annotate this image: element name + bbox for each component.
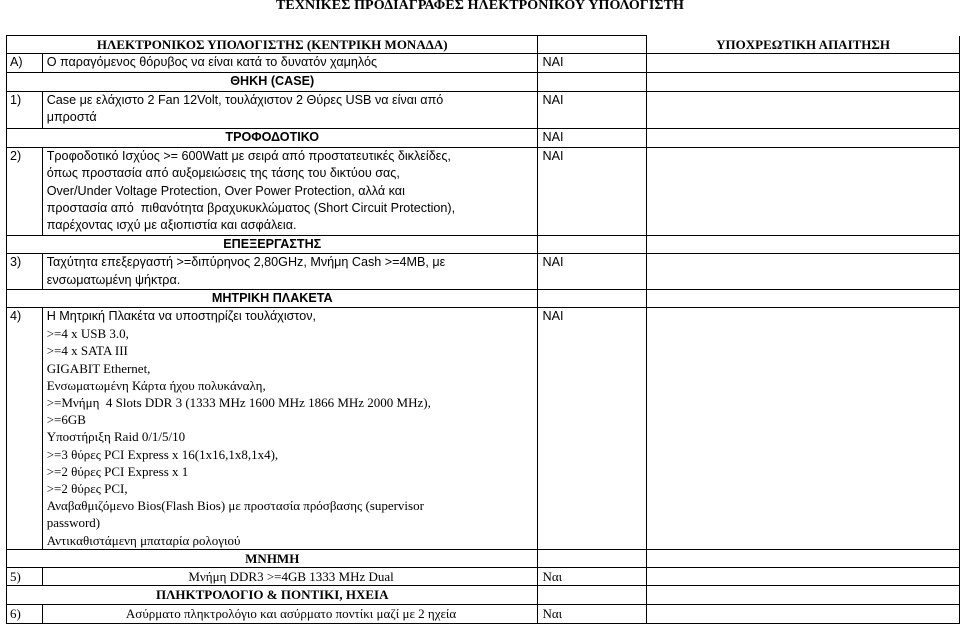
section-row xyxy=(7,586,960,604)
row-text: Ο παραγόμενος θόρυβος να είναι κατά το δυνατόν χαμηλός xyxy=(42,54,538,73)
row-line: Υποστήριξη Raid 0/1/5/10 xyxy=(46,429,186,445)
blank-cell xyxy=(647,289,960,307)
row-line: >=2 θύρες PCI Express x 1 xyxy=(46,463,189,479)
row-line: >=Μνήμη 4 Slots DDR 3 (1333 MHz 1600 MHz 1866 MHz 2000 MHz), xyxy=(46,395,431,411)
row-line: >=6GB xyxy=(46,412,86,428)
row-requirement: ΝΑΙ xyxy=(538,148,647,236)
row-line: Case με ελάχιστο 2 Fan 12Volt, τουλάχιστον 2 Θύρες USB να είναι από xyxy=(46,93,444,108)
row-text: Μνήμη DDR3 >=4GB 1333 MHz Dual xyxy=(42,568,538,586)
row-line: >=4 x USB 3.0, xyxy=(46,326,129,342)
section-psu: ΤΡΟΦΟΔΟΤΙΚΟ xyxy=(7,129,538,148)
row-line: όπως προστασία από αυξομειώσεις της τάσης του δικτύου σας, xyxy=(46,166,400,181)
table-row xyxy=(7,148,960,236)
table-row xyxy=(7,92,960,129)
empty-cell xyxy=(538,586,647,604)
blank-cell xyxy=(647,308,960,550)
section-requirement: ΝΑΙ xyxy=(538,129,647,148)
blank-cell xyxy=(647,586,960,604)
row-number: Α) xyxy=(7,54,43,73)
blank-cell xyxy=(647,254,960,289)
row-line: Αντικαθιστάμενη μπαταρία ρολογιού xyxy=(46,532,241,548)
row-requirement: Ναι xyxy=(538,568,647,586)
row-line: ενσωματωμένη ψήκτρα. xyxy=(46,272,181,287)
row-line: GIGABIT Ethernet, xyxy=(46,360,151,376)
row-text xyxy=(42,148,538,236)
blank-cell xyxy=(647,148,960,236)
header-main: ΗΛΕΚΤΡΟΝΙΚΟΣ ΥΠΟΛΟΓΙΣΤΗΣ (ΚΕΝΤΡΙΚΗ ΜΟΝΑΔΑ) xyxy=(7,36,538,54)
section-row xyxy=(7,129,960,148)
row-requirement: ΝΑΙ xyxy=(538,254,647,289)
empty-cell xyxy=(538,236,647,254)
section-case: ΘΗΚΗ (CASE) xyxy=(7,73,538,92)
section-row xyxy=(7,236,960,254)
empty-cell xyxy=(538,73,647,92)
header-requirement: ΥΠΟΧΡΕΩΤΙΚΗ ΑΠΑΙΤΗΣΗ xyxy=(647,36,960,54)
row-line: >=3 θύρες PCI Express x 16(1x16,1x8,1x4), xyxy=(46,446,279,462)
row-requirement: ΝΑΙ xyxy=(538,54,647,73)
section-motherboard: ΜΗΤΡΙΚΗ ΠΛΑΚΕΤΑ xyxy=(7,289,538,307)
table-row xyxy=(7,54,960,73)
row-requirement: ΝΑΙ xyxy=(538,92,647,129)
blank-cell xyxy=(647,129,960,148)
table-row xyxy=(7,308,960,550)
spec-table xyxy=(6,35,960,624)
row-text: Ασύρματο πληκτρολόγιο και ασύρματο ποντίκι μαζί με 2 ηχεία xyxy=(42,604,538,623)
section-row xyxy=(7,550,960,568)
section-cpu: ΕΠΕΞΕΡΓΑΣΤΗΣ xyxy=(7,236,538,254)
empty-cell xyxy=(538,289,647,307)
row-line: >=4 x SATA III xyxy=(46,343,128,359)
document-title: ΤΕΧΝΙΚΕΣ ΠΡΟΔΙΑΓΡΑΦΕΣ ΗΛΕΚΤΡΟΝΙΚΟΥ ΥΠΟΛΟΓΙΣΤΗ xyxy=(275,0,685,13)
row-line: Ταχύτητα επεξεργαστή >=διπύρηνος 2,80GHz, Μνήμη Cash >=4MB, με xyxy=(46,255,446,270)
row-number: 2) xyxy=(7,148,43,236)
empty-cell xyxy=(538,550,647,568)
section-row xyxy=(7,73,960,92)
row-line: παρέχοντας ισχύ με αξιοπιστία και ασφάλεια. xyxy=(46,218,297,233)
row-line: προστασία από πιθανότητα βραχυκυκλώματος (Short Circuit Protection), xyxy=(46,200,456,215)
row-text xyxy=(42,254,538,289)
blank-cell xyxy=(647,568,960,586)
row-line: password) xyxy=(46,515,101,531)
row-number: 1) xyxy=(7,92,43,129)
table-header-row xyxy=(7,36,960,54)
blank-cell xyxy=(647,604,960,623)
row-line: Over/Under Voltage Protection, Over Power Protection, αλλά και xyxy=(46,183,405,198)
section-memory: ΜΝΗΜΗ xyxy=(7,550,538,568)
row-line: >=2 θύρες PCI, xyxy=(46,481,128,497)
blank-cell xyxy=(647,73,960,92)
blank-cell xyxy=(647,54,960,73)
blank-cell xyxy=(647,92,960,129)
row-line: Η Μητρική Πλακέτα να υποστηρίζει τουλάχιστον, xyxy=(46,309,317,324)
row-line: Τροφοδοτικό Ισχύος >= 600Watt με σειρά από προστατευτικές δικλείδες, xyxy=(46,149,451,164)
table-row xyxy=(7,568,960,586)
row-line: Ενσωματωμένη Κάρτα ήχου πολυκάναλη, xyxy=(46,377,266,393)
row-text xyxy=(42,308,538,550)
row-line: μπροστά xyxy=(46,110,97,125)
blank-cell xyxy=(647,236,960,254)
section-keyboard: ΠΛΗΚΤΡΟΛΟΓΙΟ & ΠΟΝΤΙΚΙ, ΗΧΕΙΑ xyxy=(7,586,538,604)
row-text xyxy=(42,92,538,129)
row-number: 3) xyxy=(7,254,43,289)
blank-cell xyxy=(647,550,960,568)
row-number: 5) xyxy=(7,568,43,586)
row-number: 4) xyxy=(7,308,43,550)
table-row xyxy=(7,604,960,623)
row-requirement: ΝΑΙ xyxy=(538,308,647,550)
row-requirement: Ναι xyxy=(538,604,647,623)
table-row xyxy=(7,254,960,289)
row-number: 6) xyxy=(7,604,43,623)
row-line: Αναβαθμιζόμενο Bios(Flash Bios) με προστασία πρόσβασης (supervisor xyxy=(46,498,424,514)
header-empty-cell xyxy=(538,36,647,54)
section-row xyxy=(7,289,960,307)
